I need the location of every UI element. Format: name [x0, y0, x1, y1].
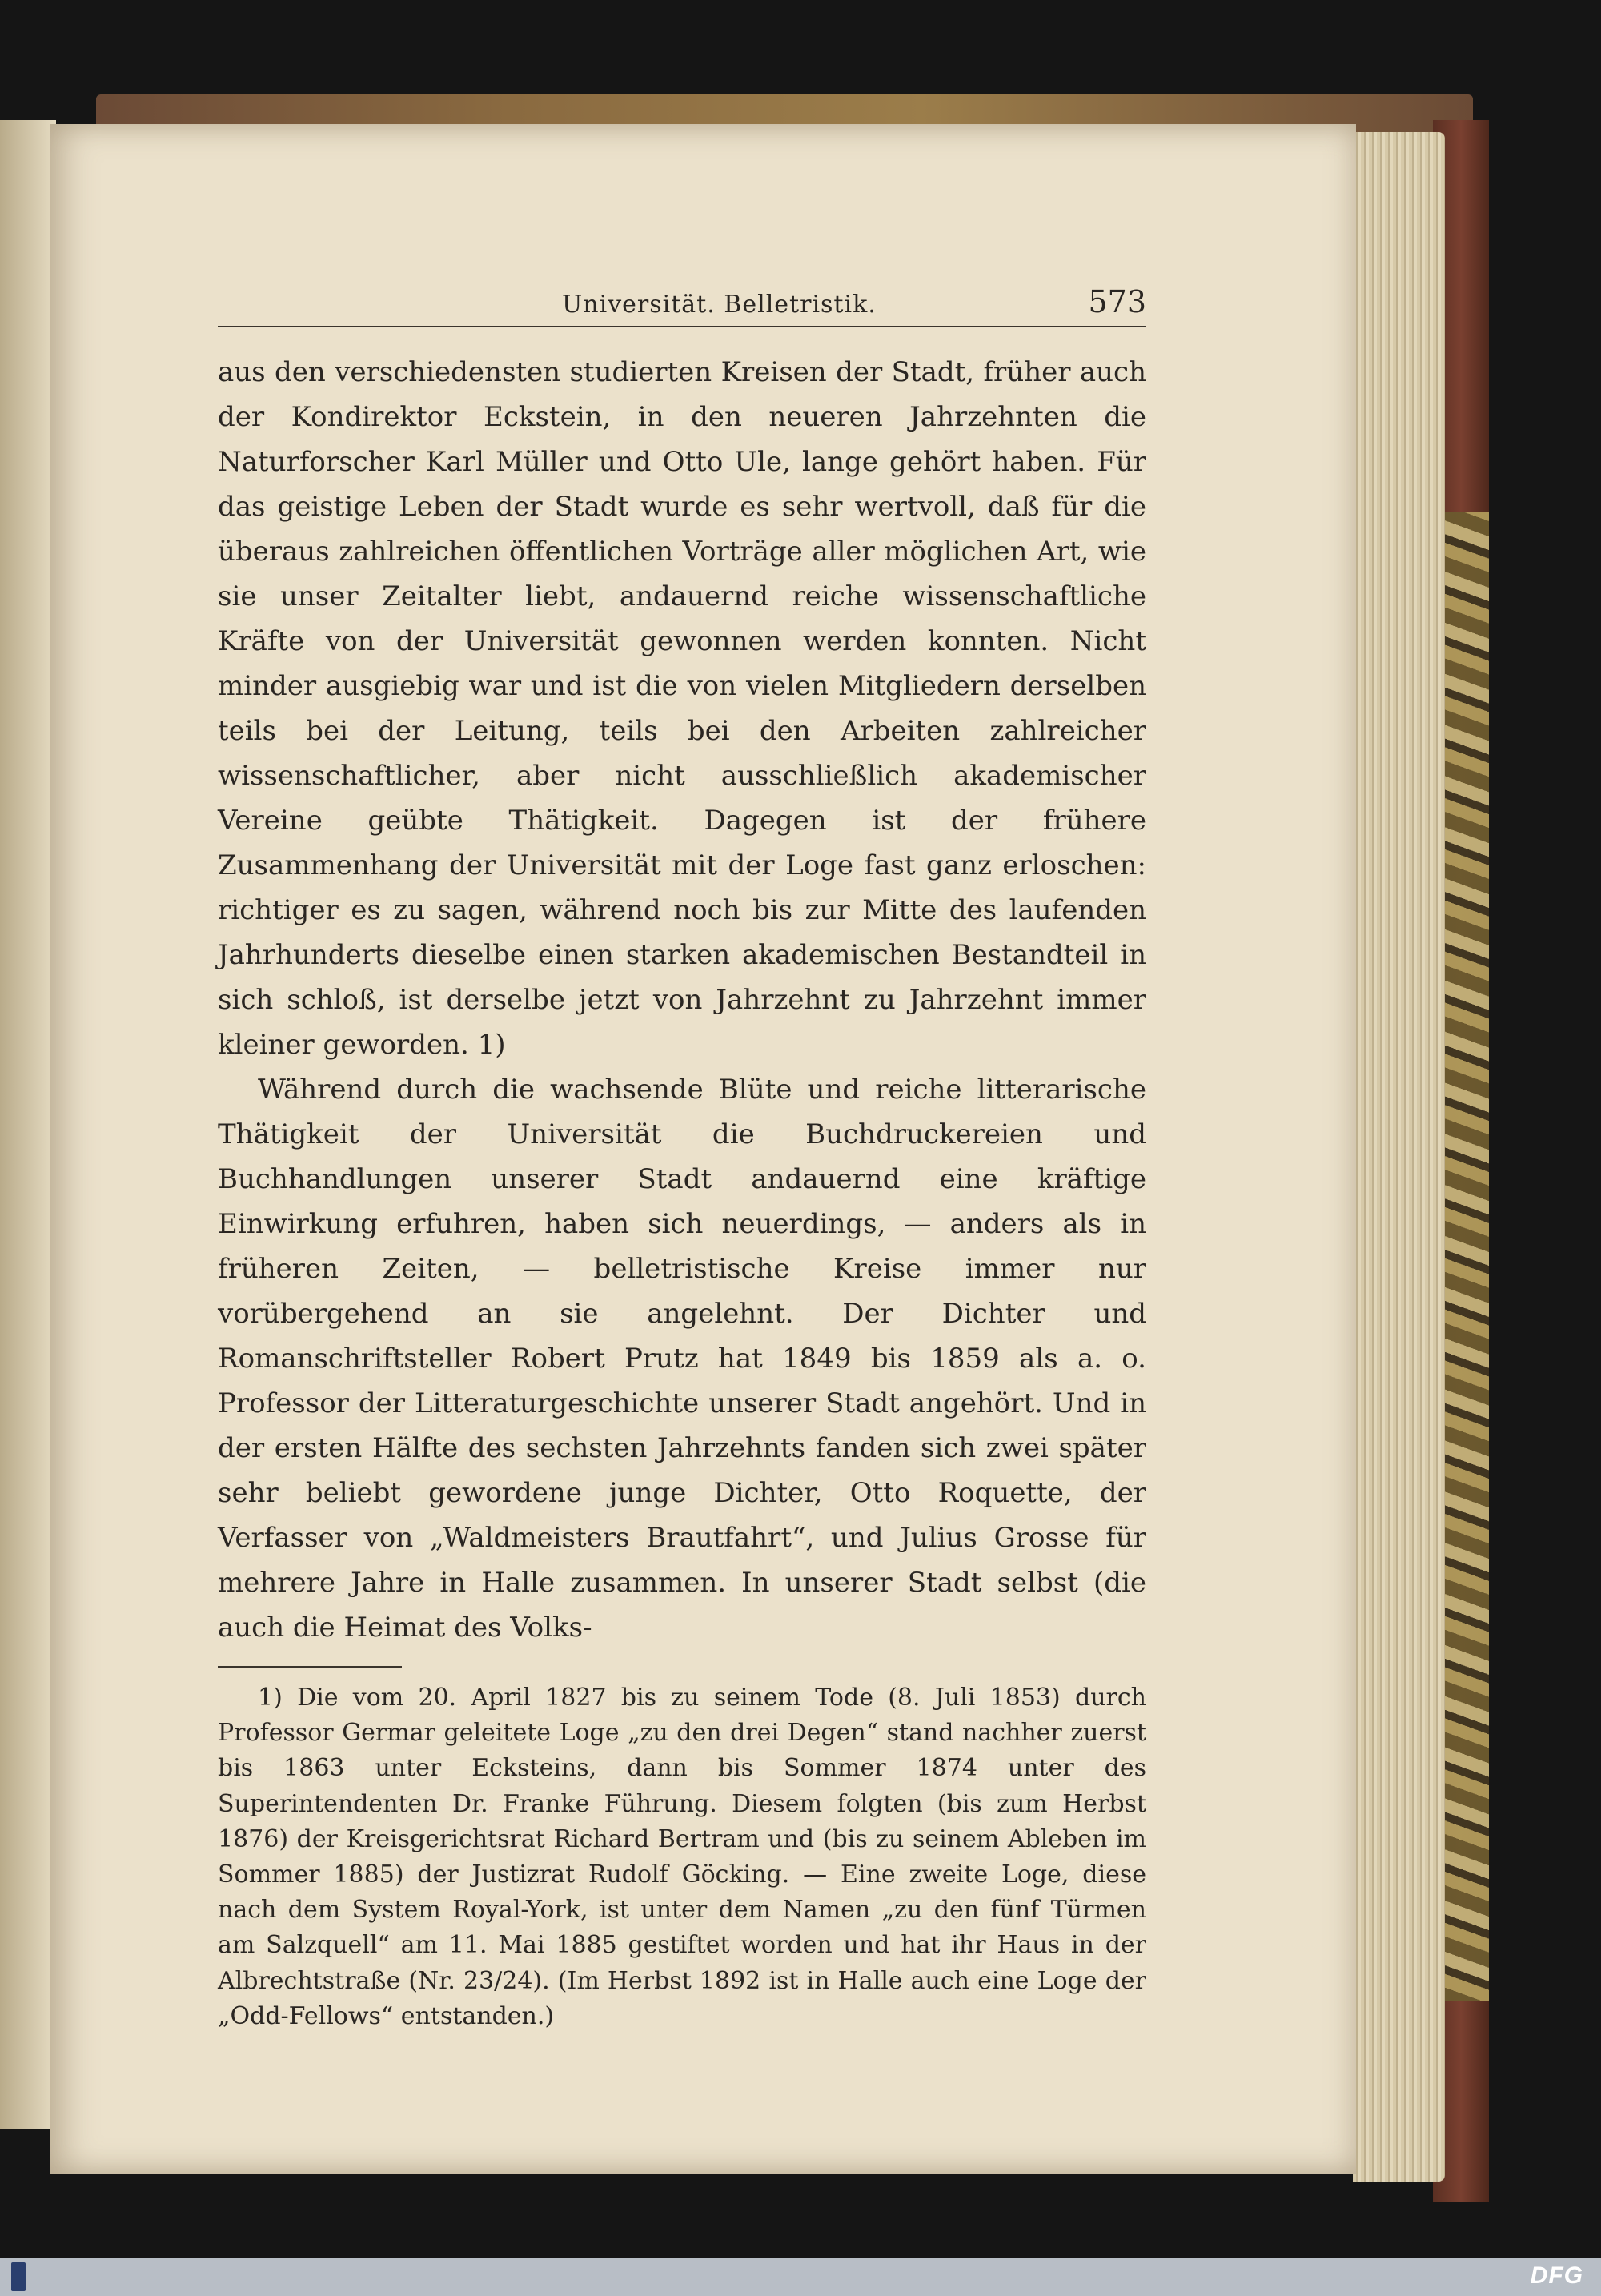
- footnote: 1) Die vom 20. April 1827 bis zu seinem Tode (8. Juli 1853) durch Professor Germar geleitete Loge „zu den drei Degen“ stand nachher zuerst bis 1863 unter Ecksteins, dann bis Sommer 1874 unter des Superintendenten Dr. Franke Führung. Diesem folgten (bis zum Herbst 1876) der Kreisgerichtsrat Richard Bertram und (bis zu seinem Ableben im Sommer 1885) der Justizrat Rudolf Göcking. — Eine zweite Loge, diese nach dem System Royal-York, ist unter dem Namen „zu den fünf Türmen am Salzquell“ am 11. Mai 1885 gestiftet worden und hat ihr Haus in der Albrechtstraße (Nr. 23/24). (Im Herbst 1892 ist in Halle auch eine Loge der „Odd-Fellows“ entstanden.): [218, 1684, 1146, 2030]
- page-stack-edges: [1353, 132, 1445, 2182]
- body-paragraph: Während durch die wachsende Blüte und reiche litterarische Thätigkeit der Universität die Buchdruckereien und Buchhandlungen unserer Stadt andauernd eine kräftige Einwirkung erfuhren, haben sich neuerdings, — anders als in früheren Zeiten, — belletristische Kreise immer nur vorübergehend an sie angelehnt. Der Dichter und Romanschriftsteller Robert Prutz hat 1849 bis 1859 als a. o. Professor der Litteraturgeschichte unserer Stadt angehört. Und in der ersten Hälfte des sechsten Jahrzehnts fanden sich zwei später sehr beliebt gewordene junge Dichter, Otto Roquette, der Verfasser von „Waldmeisters Brautfahrt“, und Julius Grosse für mehrere Jahre in Halle zusammen. In unserer Stadt selbst (die auch die Heimat des Volks-: [218, 1074, 1146, 1644]
- body-text: [218, 350, 1146, 1650]
- library-logo-icon: [11, 2262, 26, 2291]
- footnote-divider: [218, 1666, 402, 1668]
- viewer-footer-bar: [0, 2258, 1601, 2296]
- footnotes: [218, 1680, 1146, 2034]
- page-content: [218, 284, 1146, 2034]
- dfg-logo: DFG: [1530, 2262, 1583, 2289]
- facing-page-edge: [0, 120, 56, 2129]
- marbled-endpaper: [1441, 512, 1489, 2001]
- body-paragraph: aus den verschiedensten studierten Kreisen der Stadt, früher auch der Kondirektor Eckstein, in den neueren Jahrzehnten die Naturforscher Karl Müller und Otto Ule, lange gehört haben. Für das geistige Leben der Stadt wurde es sehr wertvoll, daß für die überaus zahlreichen öffentlichen Vorträge aller möglichen Art, wie sie unser Zeitalter liebt, andauernd reiche wissenschaftliche Kräfte von der Universität gewonnen werden konnten. Nicht minder ausgiebig war und ist die von vielen Mitgliedern derselben teils bei der Leitung, teils bei den Arbeiten zahlreicher wissenschaftlicher, aber nicht ausschließlich akademischer Vereine geübte Thätigkeit. Dagegen ist der frühere Zusammenhang der Universität mit der Loge fast ganz erloschen: richtiger es zu sagen, während noch bis zur Mitte des laufenden Jahrhunderts dieselbe einen starken akademischen Bestandteil in sich schloß, ist derselbe jetzt von Jahrzehnt zu Jahrzehnt immer kleiner geworden. 1): [218, 356, 1146, 1061]
- page-number: 573: [1088, 284, 1146, 319]
- book-page: [50, 124, 1356, 2174]
- running-head: [218, 284, 1146, 327]
- running-head-title: Universität. Belletristik.: [562, 291, 877, 319]
